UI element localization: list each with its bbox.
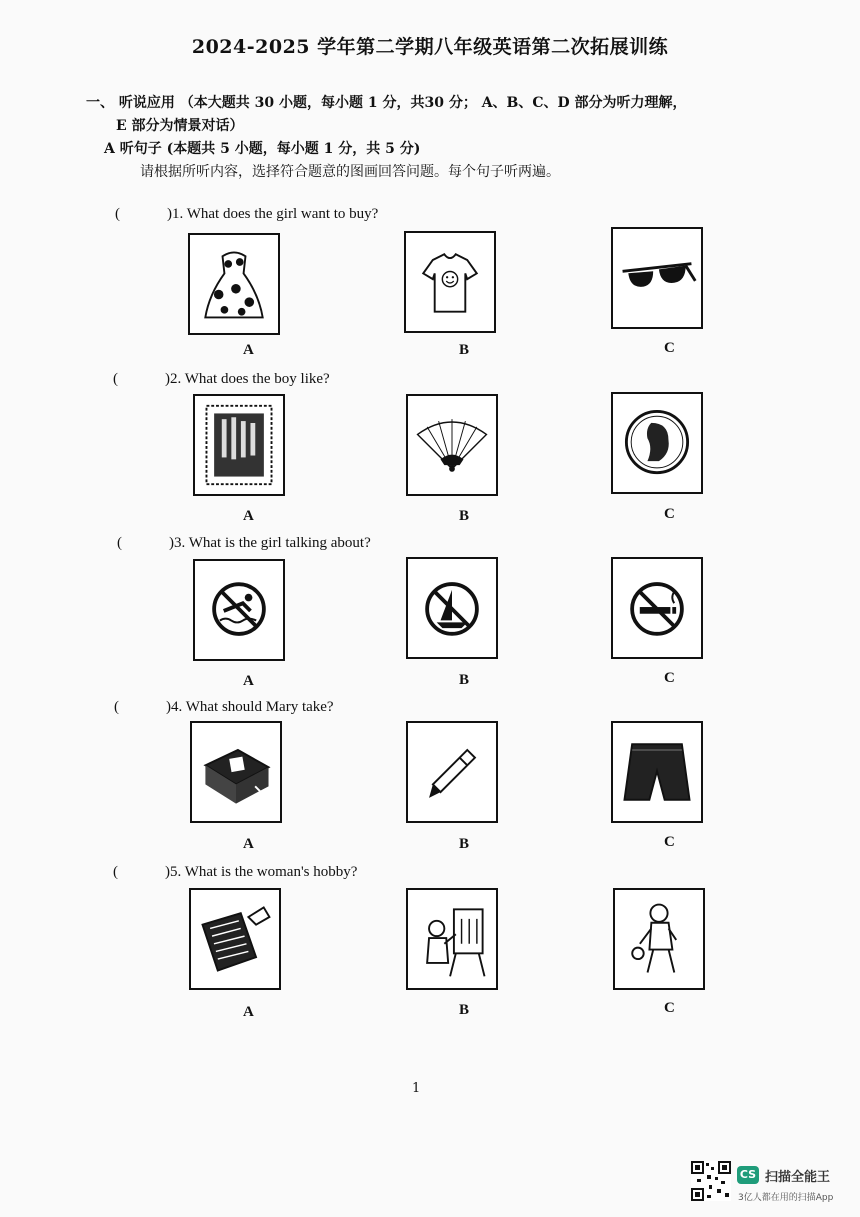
scanner-brand: 扫描全能王 <box>765 1170 831 1185</box>
answer-paren[interactable]: ( <box>113 864 118 880</box>
q5-option-a-reading-icon[interactable] <box>189 888 281 990</box>
q3-option-c-no-smoking-icon[interactable] <box>611 557 703 659</box>
option-label-b: B <box>459 1002 470 1018</box>
question-text: )3. What is the girl talking about? <box>169 535 371 551</box>
section-heading: 一、 听说应用 （本大题共 30 小题，每小题 1 分，共30 分； A、B、C、D 部分为听力理解， <box>86 95 687 111</box>
option-label-b: B <box>459 342 470 358</box>
option-label-a: A <box>243 342 254 358</box>
q4-option-b-pen-icon[interactable] <box>406 721 498 823</box>
question-text: )4. What should Mary take? <box>166 699 334 715</box>
option-label-a: A <box>243 1004 254 1020</box>
option-label-c: C <box>664 340 675 356</box>
question-text: )2. What does the boy like? <box>165 371 330 387</box>
question-4 <box>114 699 334 716</box>
q2-option-c-coin-icon[interactable] <box>611 392 703 494</box>
scanner-logo: CS <box>737 1166 759 1184</box>
q1-option-a-dress-icon[interactable] <box>188 233 280 335</box>
page-number: 1 <box>412 1081 421 1096</box>
option-label-a: A <box>243 836 254 852</box>
option-label-c: C <box>664 506 675 522</box>
question-3 <box>117 535 371 552</box>
question-text: )1. What does the girl want to buy? <box>167 206 379 222</box>
answer-paren[interactable]: ( <box>114 699 119 715</box>
answer-paren[interactable]: ( <box>117 535 122 551</box>
option-label-c: C <box>664 670 675 686</box>
q4-option-c-shorts-icon[interactable] <box>611 721 703 823</box>
q1-option-b-tshirt-icon[interactable] <box>404 231 496 333</box>
q3-option-b-no-boating-icon[interactable] <box>406 557 498 659</box>
part-a-heading: A 听句子 (本题共 5 小题，每小题 1 分，共 5 分) <box>104 141 421 157</box>
qr-code-icon <box>691 1161 731 1201</box>
q5-option-b-painting-icon[interactable] <box>406 888 498 990</box>
question-5 <box>113 864 357 881</box>
answer-paren[interactable]: ( <box>115 206 120 222</box>
q2-option-b-fan-icon[interactable] <box>406 394 498 496</box>
q3-option-a-no-swimming-icon[interactable] <box>193 559 285 661</box>
option-label-c: C <box>664 834 675 850</box>
q2-option-a-stamp-icon[interactable] <box>193 394 285 496</box>
page-title: 2024-2025 学年第二学期八年级英语第二次拓展训练 <box>191 36 669 58</box>
option-label-c: C <box>664 1000 675 1016</box>
section-heading-cont: E 部分为情景对话） <box>116 118 244 134</box>
answer-paren[interactable]: ( <box>113 371 118 387</box>
option-label-a: A <box>243 508 254 524</box>
question-text: )5. What is the woman's hobby? <box>165 864 358 880</box>
scanner-slogan: 3亿人都在用的扫描App <box>738 1193 834 1203</box>
part-a-instruction: 请根据所听内容，选择符合题意的图画回答问题。每个句子听两遍。 <box>140 164 560 180</box>
option-label-a: A <box>243 673 254 689</box>
question-2 <box>113 371 330 388</box>
question-1 <box>115 206 378 223</box>
option-label-b: B <box>459 508 470 524</box>
q1-option-c-sunglasses-icon[interactable] <box>611 227 703 329</box>
option-label-b: B <box>459 672 470 688</box>
q4-option-a-dictionary-icon[interactable] <box>190 721 282 823</box>
option-label-b: B <box>459 836 470 852</box>
q5-option-c-playing-ball-icon[interactable] <box>613 888 705 990</box>
